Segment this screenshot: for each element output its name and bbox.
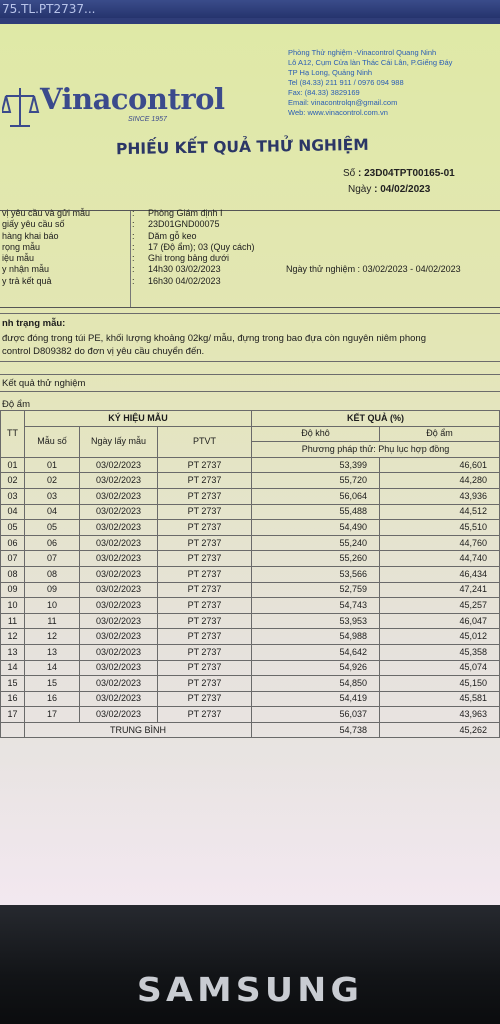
row-sample-date: 03/02/2023 <box>80 629 158 645</box>
header-method: Phương pháp thử: Phụ lục hợp đồng <box>252 442 500 458</box>
table-row <box>1 520 500 536</box>
row-ptvt: PT 2737 <box>158 582 252 598</box>
row-sample-date: 03/02/2023 <box>80 582 158 598</box>
row-tt: 04 <box>1 504 25 520</box>
header-humidity: Độ ẩm <box>380 426 500 442</box>
document-title: PHIẾU KẾT QUẢ THỬ NGHIỆM <box>115 135 369 159</box>
info-label: rọng mẫu <box>2 241 41 252</box>
table-row <box>1 676 500 692</box>
info-value: 23D01GND00075 <box>148 219 220 230</box>
row-sample-no: 01 <box>25 457 80 473</box>
table-row <box>1 566 500 582</box>
row-ptvt: PT 2737 <box>158 644 252 660</box>
table-row <box>1 535 500 551</box>
info-colon: : <box>132 264 135 275</box>
table-row <box>1 582 500 598</box>
row-sample-date: 03/02/2023 <box>80 535 158 551</box>
document-date-label: Ngày <box>348 184 372 195</box>
header-tt: TT <box>1 411 25 458</box>
document-number <box>343 168 455 179</box>
row-tt: 01 <box>1 457 25 473</box>
row-tt: 07 <box>1 551 25 567</box>
row-sample-date: 03/02/2023 <box>80 660 158 676</box>
row-humidity: 47,241 <box>380 582 500 598</box>
results-table <box>0 410 500 738</box>
table-row <box>1 691 500 707</box>
row-dry: 55,488 <box>252 504 380 520</box>
info-table <box>0 208 500 287</box>
row-dry: 52,759 <box>252 582 380 598</box>
row-sample-date: 03/02/2023 <box>80 613 158 629</box>
row-dry: 56,064 <box>252 488 380 504</box>
info-row <box>0 253 500 264</box>
row-ptvt: PT 2737 <box>158 457 252 473</box>
document-date <box>348 184 430 195</box>
row-humidity: 44,512 <box>380 504 500 520</box>
table-row <box>1 629 500 645</box>
info-colon: : <box>132 275 135 286</box>
row-sample-date: 03/02/2023 <box>80 551 158 567</box>
row-tt: 08 <box>1 566 25 582</box>
logo-text: Vinacontrol <box>40 82 225 116</box>
document-date-value: : 04/02/2023 <box>374 184 431 195</box>
row-ptvt: PT 2737 <box>158 473 252 489</box>
row-sample-no: 07 <box>25 551 80 567</box>
sample-state-text <box>2 332 426 358</box>
row-ptvt: PT 2737 <box>158 520 252 536</box>
info-row <box>0 219 500 230</box>
row-dry: 53,399 <box>252 457 380 473</box>
row-dry: 54,642 <box>252 644 380 660</box>
row-sample-date: 03/02/2023 <box>80 691 158 707</box>
average-dry: 54,738 <box>252 722 380 738</box>
row-sample-date: 03/02/2023 <box>80 598 158 614</box>
browser-tab-bar <box>0 0 500 20</box>
header-sample-date: Ngày lấy mẫu <box>80 426 158 457</box>
row-tt: 11 <box>1 613 25 629</box>
info-colon: : <box>132 253 135 264</box>
results-section-label: Kết quả thử nghiệm <box>2 378 86 389</box>
info-colon: : <box>132 219 135 230</box>
row-dry: 55,260 <box>252 551 380 567</box>
row-sample-no: 05 <box>25 520 80 536</box>
contact-line: Email: vinacontrolqn@gmail.com <box>288 98 398 107</box>
table-row <box>1 488 500 504</box>
row-humidity: 45,510 <box>380 520 500 536</box>
row-tt: 03 <box>1 488 25 504</box>
header-sample-no: Mẫu số <box>25 426 80 457</box>
monitor-brand-logo: SAMSUNG <box>136 970 364 1009</box>
header-ptvt: PTVT <box>158 426 252 457</box>
row-sample-date: 03/02/2023 <box>80 676 158 692</box>
row-dry: 54,926 <box>252 660 380 676</box>
row-sample-date: 03/02/2023 <box>80 644 158 660</box>
row-tt: 02 <box>1 473 25 489</box>
row-tt: 13 <box>1 644 25 660</box>
row-ptvt: PT 2737 <box>158 504 252 520</box>
contact-line: TP Hạ Long, Quảng Ninh <box>288 68 373 77</box>
row-sample-no: 16 <box>25 691 80 707</box>
row-dry: 54,419 <box>252 691 380 707</box>
row-ptvt: PT 2737 <box>158 691 252 707</box>
row-ptvt: PT 2737 <box>158 535 252 551</box>
row-sample-no: 15 <box>25 676 80 692</box>
info-row <box>0 231 500 242</box>
row-sample-no: 09 <box>25 582 80 598</box>
row-sample-no: 03 <box>25 488 80 504</box>
row-tt: 17 <box>1 707 25 723</box>
contact-line: Lô A12, Cụm Cửa làn Thác Cái Lân, P.Giếng Đáy <box>288 58 453 67</box>
row-sample-no: 14 <box>25 660 80 676</box>
header-sample-symbol: KÝ HIỆU MẪU <box>25 411 252 427</box>
table-row <box>1 598 500 614</box>
info-row <box>0 276 500 287</box>
row-sample-no: 11 <box>25 613 80 629</box>
info-value: 14h30 03/02/2023 <box>148 264 221 275</box>
sample-state-label: nh trạng mẫu: <box>2 318 66 329</box>
row-tt: 09 <box>1 582 25 598</box>
row-tt: 16 <box>1 691 25 707</box>
info-colon: : <box>132 208 135 218</box>
row-humidity: 45,012 <box>380 629 500 645</box>
info-extra: Ngày thử nghiệm : 03/02/2023 - 04/02/2023 <box>286 264 461 275</box>
row-humidity: 43,963 <box>380 707 500 723</box>
row-ptvt: PT 2737 <box>158 551 252 567</box>
row-dry: 54,490 <box>252 520 380 536</box>
info-label: y nhận mẫu <box>2 264 50 275</box>
row-sample-date: 03/02/2023 <box>80 707 158 723</box>
table-row <box>1 473 500 489</box>
row-tt: 05 <box>1 520 25 536</box>
row-ptvt: PT 2737 <box>158 566 252 582</box>
row-humidity: 45,581 <box>380 691 500 707</box>
row-sample-no: 06 <box>25 535 80 551</box>
row-tt: 10 <box>1 598 25 614</box>
humidity-section-label: Độ ẩm <box>2 399 30 410</box>
average-row <box>1 722 500 738</box>
info-value: Ghi trong bảng dưới <box>148 253 229 264</box>
info-value: Dăm gỗ keo <box>148 230 197 241</box>
row-humidity: 45,358 <box>380 644 500 660</box>
contact-line: Fax: (84.33) 3829169 <box>288 88 360 97</box>
row-tt: 06 <box>1 535 25 551</box>
row-dry: 53,953 <box>252 613 380 629</box>
row-ptvt: PT 2737 <box>158 598 252 614</box>
row-dry: 54,988 <box>252 629 380 645</box>
info-row <box>0 264 500 275</box>
document-number-value: : 23D04TPT00165-01 <box>358 168 455 179</box>
info-value: 17 (Độ ẩm); 03 (Quy cách) <box>148 241 255 252</box>
contact-line: Tel (84.33) 211 911 / 0976 094 988 <box>288 78 404 87</box>
row-ptvt: PT 2737 <box>158 629 252 645</box>
row-sample-no: 10 <box>25 598 80 614</box>
row-dry: 54,850 <box>252 676 380 692</box>
info-value: 16h30 04/02/2023 <box>148 275 221 286</box>
document-number-label: Số <box>343 168 356 179</box>
average-humidity: 45,262 <box>380 722 500 738</box>
row-sample-no: 04 <box>25 504 80 520</box>
logo-since: SINCE 1957 <box>128 116 167 123</box>
row-dry: 56,037 <box>252 707 380 723</box>
row-tt: 12 <box>1 629 25 645</box>
row-sample-date: 03/02/2023 <box>80 457 158 473</box>
row-ptvt: PT 2737 <box>158 660 252 676</box>
info-colon: : <box>132 241 135 252</box>
info-colon: : <box>132 230 135 241</box>
info-row <box>0 208 500 219</box>
contact-line: Web: www.vinacontrol.com.vn <box>288 108 388 117</box>
info-label: giấy yêu cầu số <box>2 219 65 230</box>
row-humidity: 44,740 <box>380 551 500 567</box>
contact-block <box>288 48 500 118</box>
row-ptvt: PT 2737 <box>158 613 252 629</box>
info-row <box>0 242 500 253</box>
row-humidity: 44,280 <box>380 473 500 489</box>
row-sample-no: 02 <box>25 473 80 489</box>
table-row <box>1 504 500 520</box>
table-row <box>1 613 500 629</box>
document-screen <box>0 18 500 910</box>
row-dry: 53,566 <box>252 566 380 582</box>
row-dry: 55,240 <box>252 535 380 551</box>
row-humidity: 44,760 <box>380 535 500 551</box>
row-sample-no: 17 <box>25 707 80 723</box>
header-result: KẾT QUẢ (%) <box>252 411 500 427</box>
average-label: TRUNG BÌNH <box>25 722 252 738</box>
row-humidity: 46,047 <box>380 613 500 629</box>
row-humidity: 46,434 <box>380 566 500 582</box>
table-row <box>1 457 500 473</box>
table-row <box>1 551 500 567</box>
row-sample-no: 08 <box>25 566 80 582</box>
info-label: y trả kết quả <box>2 275 52 286</box>
tab-title[interactable]: 75.TL.PT2737... <box>2 2 96 16</box>
row-tt: 14 <box>1 660 25 676</box>
row-sample-date: 03/02/2023 <box>80 504 158 520</box>
table-row <box>1 644 500 660</box>
row-sample-date: 03/02/2023 <box>80 520 158 536</box>
contact-line: Phòng Thử nghiệm -Vinacontrol Quang Ninh <box>288 48 437 57</box>
row-sample-no: 13 <box>25 644 80 660</box>
row-ptvt: PT 2737 <box>158 488 252 504</box>
row-humidity: 45,257 <box>380 598 500 614</box>
results-body <box>1 457 500 722</box>
header-dry: Độ khô <box>252 426 380 442</box>
row-humidity: 46,601 <box>380 457 500 473</box>
info-label: iệu mẫu <box>2 253 35 264</box>
table-row <box>1 660 500 676</box>
info-label: vị yêu cầu và gửi mẫu <box>2 208 91 218</box>
row-sample-date: 03/02/2023 <box>80 473 158 489</box>
top-blue-band <box>0 18 500 24</box>
row-dry: 55,720 <box>252 473 380 489</box>
sample-state-line: được đóng trong túi PE, khối lượng khoảng 02kg/ mẫu, đựng trong bao đựa còn nguyên niêm phong <box>2 333 426 344</box>
row-ptvt: PT 2737 <box>158 707 252 723</box>
sample-state-line: control D809382 do đơn vị yêu cầu chuyển đến. <box>2 346 205 357</box>
row-ptvt: PT 2737 <box>158 676 252 692</box>
row-dry: 54,743 <box>252 598 380 614</box>
row-sample-no: 12 <box>25 629 80 645</box>
table-row <box>1 707 500 723</box>
row-humidity: 45,074 <box>380 660 500 676</box>
row-humidity: 43,936 <box>380 488 500 504</box>
row-humidity: 45,150 <box>380 676 500 692</box>
info-label: hàng khai báo <box>2 230 59 241</box>
info-value: Phòng Giám định I <box>148 208 223 218</box>
row-sample-date: 03/02/2023 <box>80 488 158 504</box>
row-tt: 15 <box>1 676 25 692</box>
row-sample-date: 03/02/2023 <box>80 566 158 582</box>
